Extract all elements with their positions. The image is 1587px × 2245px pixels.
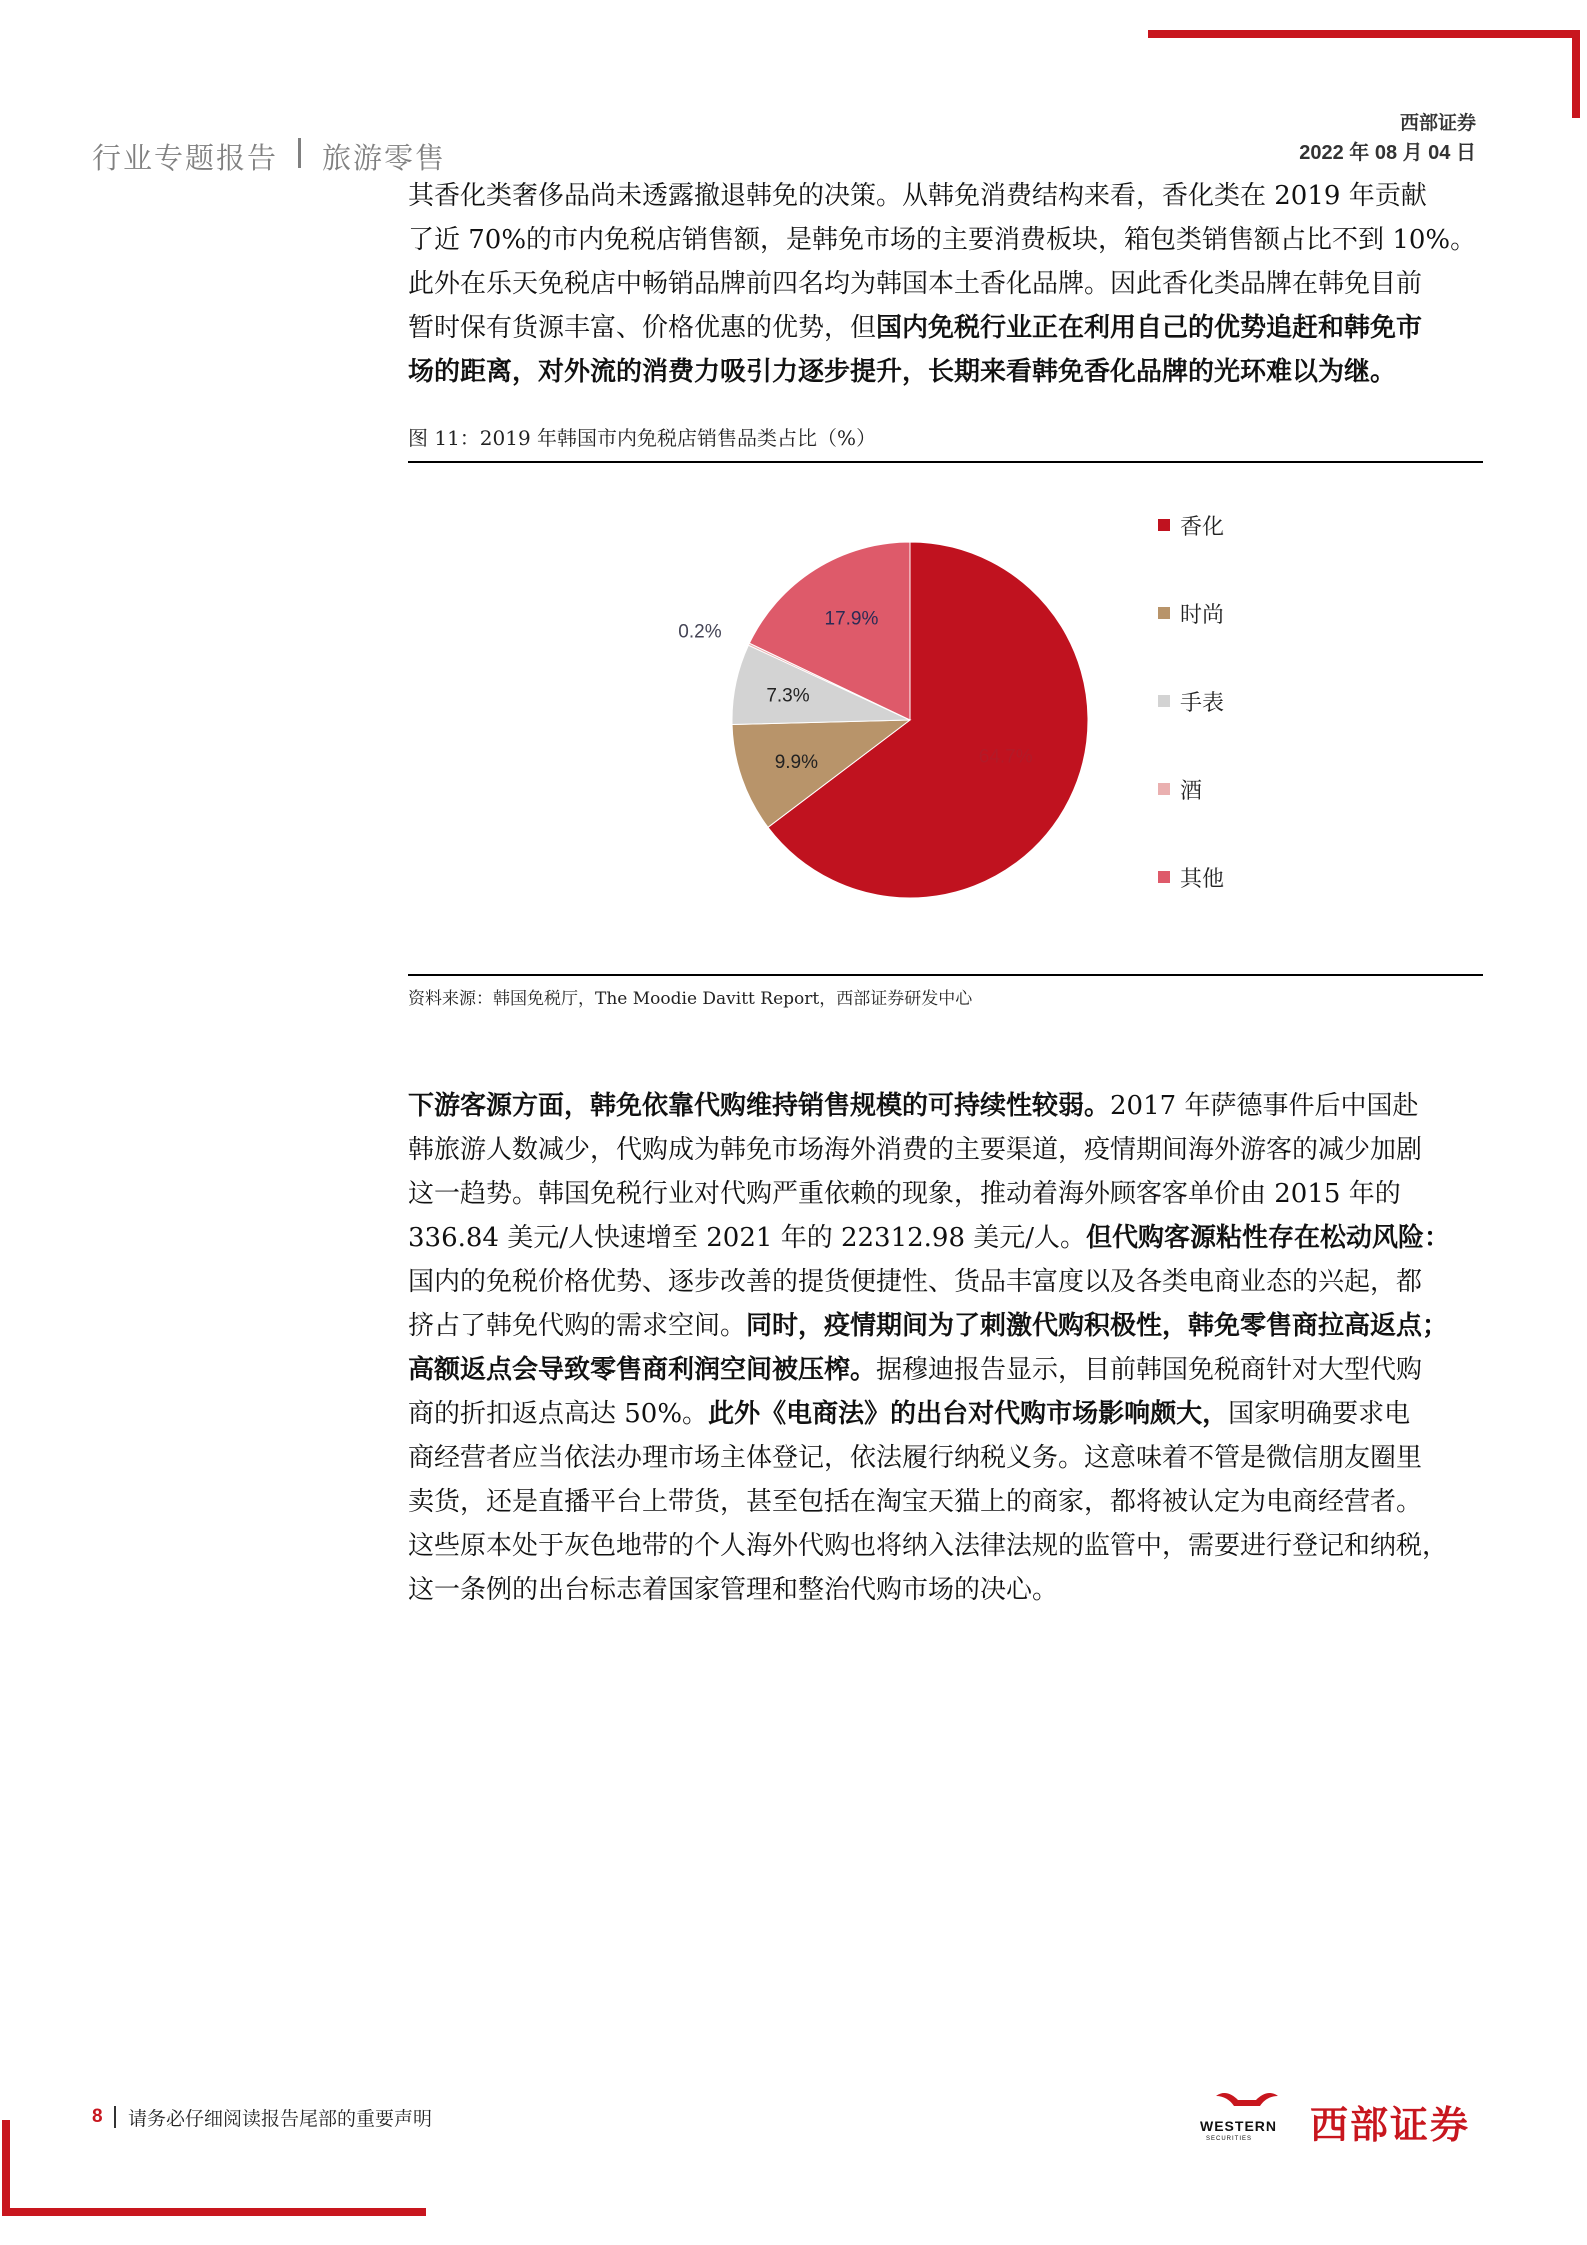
legend-item-0: [1158, 510, 1224, 540]
footer-note: 请务必仔细阅读报告尾部的重要声明: [128, 2108, 433, 2130]
bull-logo-icon: [1212, 2088, 1282, 2118]
paragraph-line: 商经营者应当依法办理市场主体登记，依法履行纳税义务。这意味着不管是微信朋友圈里: [408, 1443, 1423, 1473]
pie-label-4: 17.9%: [824, 608, 879, 630]
bold-text-run: 同时，疫情期间为了刺激代购积极性，韩免零售商拉高返点；: [746, 1311, 1449, 1341]
figure-title: 图 11：2019 年韩国市内免税店销售品类占比（%）: [408, 426, 877, 450]
bold-text-run: 此外《电商法》的出台对代购市场影响颇大，: [708, 1399, 1229, 1429]
text-run: 2017 年萨德事件后中国赴: [1110, 1091, 1419, 1121]
header-brand: 西部证券: [1399, 112, 1476, 134]
header-title-left: 行业专题报告: [92, 141, 279, 175]
paragraph-line: 这一条例的出台标志着国家管理和整治代购市场的决心。: [408, 1575, 1059, 1605]
bold-text-run: 下游客源方面，韩免依靠代购维持销售规模的可持续性较弱。: [408, 1091, 1111, 1121]
paragraph-line: [408, 1084, 1483, 1128]
legend-swatch: [1158, 783, 1170, 795]
footer-logo-sub: SECURITIES: [1206, 2136, 1253, 2142]
bold-text-run: 高额返点会导致零售商利润空间被压榨。: [408, 1355, 877, 1385]
pie-chart: [678, 510, 1120, 930]
paragraph-line: 这一趋势。韩国免税行业对代购严重依赖的现象，推动着海外顾客客单价由 2015 年的: [408, 1179, 1401, 1209]
corner-frame-top: [1148, 30, 1580, 38]
text-run: 国家明确要求电: [1228, 1399, 1411, 1429]
legend-item-1: [1158, 598, 1224, 628]
footer-logo-en: WESTERN: [1200, 2118, 1277, 2134]
text-run: 商的折扣返点高达 50%。: [408, 1399, 709, 1429]
paragraph-line: [408, 1216, 1483, 1260]
corner-frame-bottom: [2, 2208, 426, 2216]
pie-label-3: 0.2%: [678, 621, 722, 643]
paragraph-line: 这些原本处于灰色地带的个人海外代购也将纳入法律法规的监管中，需要进行登记和纳税，: [408, 1531, 1449, 1561]
bold-text-run: 但代购客源粘性存在松动风险：: [1086, 1223, 1451, 1253]
text-run: 336.84 美元/人快速增至 2021 年的 22312.98 美元/人。: [408, 1223, 1087, 1253]
legend-item-3: [1158, 774, 1202, 804]
header-date: 2022 年 08 月 04 日: [1299, 142, 1476, 164]
paragraph-line: [408, 1348, 1483, 1392]
pie-label-2: 7.3%: [766, 685, 810, 707]
paragraph-line: [408, 1304, 1483, 1348]
header-separator: [298, 138, 301, 168]
paragraph-line: [408, 1392, 1483, 1436]
paragraph-2: [408, 1084, 1483, 1612]
paragraph-line: 其香化类奢侈品尚未透露撤退韩免的决策。从韩免消费结构来看，香化类在 2019 年贡献: [408, 181, 1427, 211]
legend-item-2: [1158, 686, 1224, 716]
legend-swatch: [1158, 695, 1170, 707]
text-run: 据穆迪报告显示，目前韩国免税商针对大型代购: [876, 1355, 1423, 1385]
paragraph-1: [408, 174, 1483, 394]
page-number: 8: [92, 2106, 103, 2127]
paragraph-line: 卖货，还是直播平台上带货，甚至包括在淘宝天猫上的商家，都将被认定为电商经营者。: [408, 1487, 1423, 1517]
header-title: [92, 136, 278, 177]
footer-logo-cn: 西部证券: [1310, 2103, 1471, 2147]
text-run: 挤占了韩免代购的需求空间。: [408, 1311, 747, 1341]
text-run: 暂时保有货源丰富、价格优惠的优势，但: [408, 313, 877, 343]
legend-item-4: [1158, 862, 1224, 892]
figure-source: 资料来源：韩国免税厅，The Moodie Davitt Report，西部证券研发中心: [408, 989, 973, 1009]
figure-top-rule: [408, 461, 1483, 463]
legend-swatch: [1158, 519, 1170, 531]
pie-label-1: 9.9%: [774, 752, 819, 774]
paragraph-line: [408, 306, 1483, 350]
paragraph-line: 了近 70%的市内免税店销售额，是韩免市场的主要消费板块，箱包类销售额占比不到 10%。: [408, 225, 1477, 255]
legend-label: 其他: [1180, 866, 1225, 892]
legend-label: 时尚: [1180, 602, 1225, 628]
legend-label: 酒: [1180, 778, 1203, 804]
paragraph-line: [408, 350, 1483, 394]
legend-swatch: [1158, 607, 1170, 619]
corner-frame-top-side: [1572, 30, 1580, 118]
paragraph-line: 韩旅游人数减少，代购成为韩免市场海外消费的主要渠道，疫情期间海外游客的减少加剧: [408, 1135, 1423, 1165]
paragraph-line: 国内的免税价格优势、逐步改善的提货便捷性、货品丰富度以及各类电商业态的兴起，都: [408, 1267, 1423, 1297]
header-title-right-wrap: [322, 136, 446, 177]
legend-label: 手表: [1180, 690, 1225, 716]
footer-separator: [114, 2106, 116, 2128]
bold-text-run: 国内免税行业正在利用自己的优势追赶和韩免市: [876, 313, 1423, 343]
legend-label: 香化: [1180, 514, 1225, 540]
pie-label-0: 64.7%: [978, 746, 1033, 768]
figure-bottom-rule: [408, 974, 1483, 976]
pie-slices: [732, 542, 1088, 898]
corner-frame-bottom-side: [2, 2120, 10, 2216]
legend-swatch: [1158, 871, 1170, 883]
paragraph-line: 此外在乐天免税店中畅销品牌前四名均为韩国本土香化品牌。因此香化类品牌在韩免目前: [408, 269, 1423, 299]
bold-text-run: 场的距离，对外流的消费力吸引力逐步提升，长期来看韩免香化品牌的光环难以为继。: [408, 357, 1397, 387]
header-title-right: 旅游零售: [322, 141, 447, 175]
